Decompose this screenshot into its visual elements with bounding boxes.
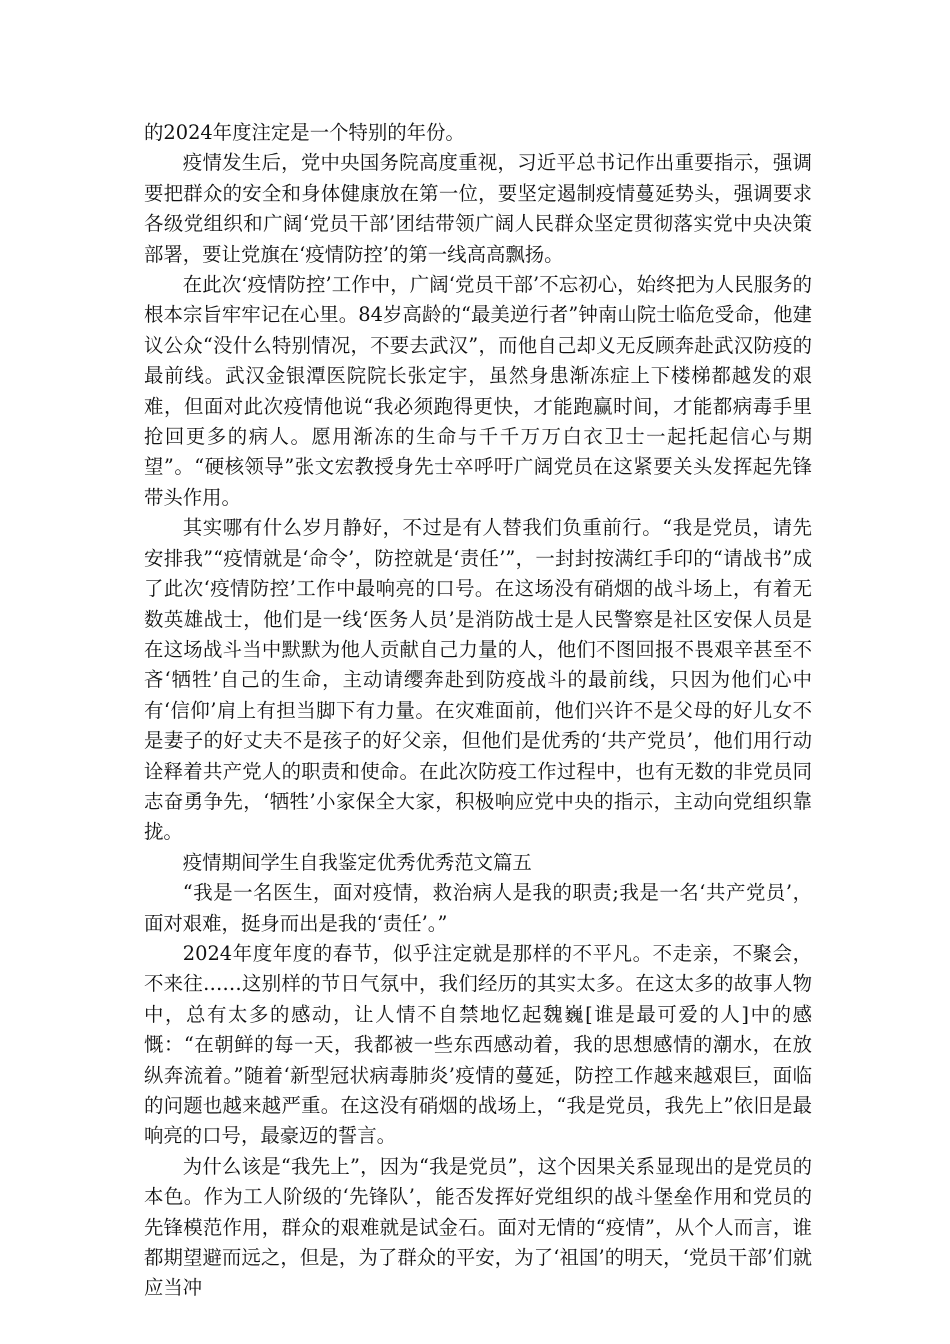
paragraph-i-go-first: 为什么该是“我先上”，因为“我是党员”，这个因果关系显现出的是党员的本色。作为工人阶级的‘先锋队’，能否发挥好党组织的战斗堡垒作用和党员的先锋模范作用，群众的艰难就是试金石。面对无情的“疫情”，从个人而言，谁都期望避而远之，但是，为了群众的平安，为了‘祖国’的明天，‘党员干部’们就应当冲 <box>144 1154 812 1300</box>
paragraph-party-members: 在此次‘疫情防控’工作中，广阔‘党员干部’不忘初心，始终把为人民服务的根本宗旨牢牢记在心里。84岁高龄的“最美逆行者”钟南山院士临危受命，他建议公众“没什么特别情况，不要去武汉”，而他自己却义无反顾奔赴武汉防疫的最前线。武汉金银潭医院院长张定宇，虽然身患渐冻症上下楼梯都越发的艰难，但面对此次疫情他说“我必须跑得更快，才能跑赢时间，才能都病毒手里抢回更多的病人。愿用渐冻的生命与千千万万白衣卫士一起托起信心与期望”。“硬核领导”张文宏教授身先士卒呼吁广阔党员在这紧要关头发挥起先锋带头作用。 <box>144 273 812 509</box>
paragraph-continued: 的2024年度注定是一个特别的年份。 <box>144 121 465 144</box>
paragraph-central-response: 疫情发生后，党中央国务院高度重视，习近平总书记作出重要指示，强调要把群众的安全和身体健康放在第一位，要坚定遏制疫情蔓延势头，强调要求各级党组织和广阔‘党员干部’团结带领广阔人民群众坚定贯彻落实党中央决策部署，要让党旗在‘疫情防控’的第一线高高飘扬。 <box>144 151 812 266</box>
paragraph-doctor-quote: “我是一名医生，面对疫情，救治病人是我的职责;我是一名‘共产党员’，面对艰难，挺身而出是我的‘责任’。” <box>144 881 812 935</box>
paragraph-spring-festival: 2024年度年度的春节，似乎注定就是那样的不平凡。不走亲，不聚会，不来往……这别样的节日气氛中，我们经历的其实太多。在这太多的故事人物中，总有太多的感动，让人情不自禁地忆起魏巍[谁是最可爱的人]中的感慨：“在朝鲜的每一天，我都被一些东西感动着，我的思想感情的潮水，在放纵奔流着。”随着‘新型冠状病毒肺炎’疫情的蔓延，防控工作越来越艰巨，面临的问题也越来越严重。在这没有硝烟的战场上，“我是党员，我先上”依旧是最响亮的口号，最豪迈的誓言。 <box>144 941 812 1148</box>
paragraph-heroes: 其实哪有什么岁月静好，不过是有人替我们负重前行。“我是党员，请先安排我”“疫情就是‘命令’，防控就是‘责任’”，一封封按满红手印的“请战书”成了此次‘疫情防控’工作中最响亮的口号。在这场没有硝烟的战斗场上，有着无数英雄战士，他们是一线‘医务人员’是消防战士是人民警察是社区安保人员是在这场战斗当中默默为他人贡献自己力量的人，他们不图回报不畏艰辛甚至不吝‘牺牲’自己的生命，主动请缨奔赴到防疫战斗的最前线，只因为他们心中有‘信仰’肩上有担当脚下有力量。在灾难面前，他们兴许不是父母的好儿女不是妻子的好丈夫不是孩子的好父亲，但他们是优秀的‘共产党员’，他们用行动诠释着共产党人的职责和使命。在此次防疫工作过程中，也有无数的非党员同志奋勇争先，‘牺牲’小家保全大家，积极响应党中央的指示，主动向党组织靠拢。 <box>144 516 812 844</box>
section-heading: 疫情期间学生自我鉴定优秀优秀范文篇五 <box>182 850 532 874</box>
document-page <box>144 118 812 1304</box>
